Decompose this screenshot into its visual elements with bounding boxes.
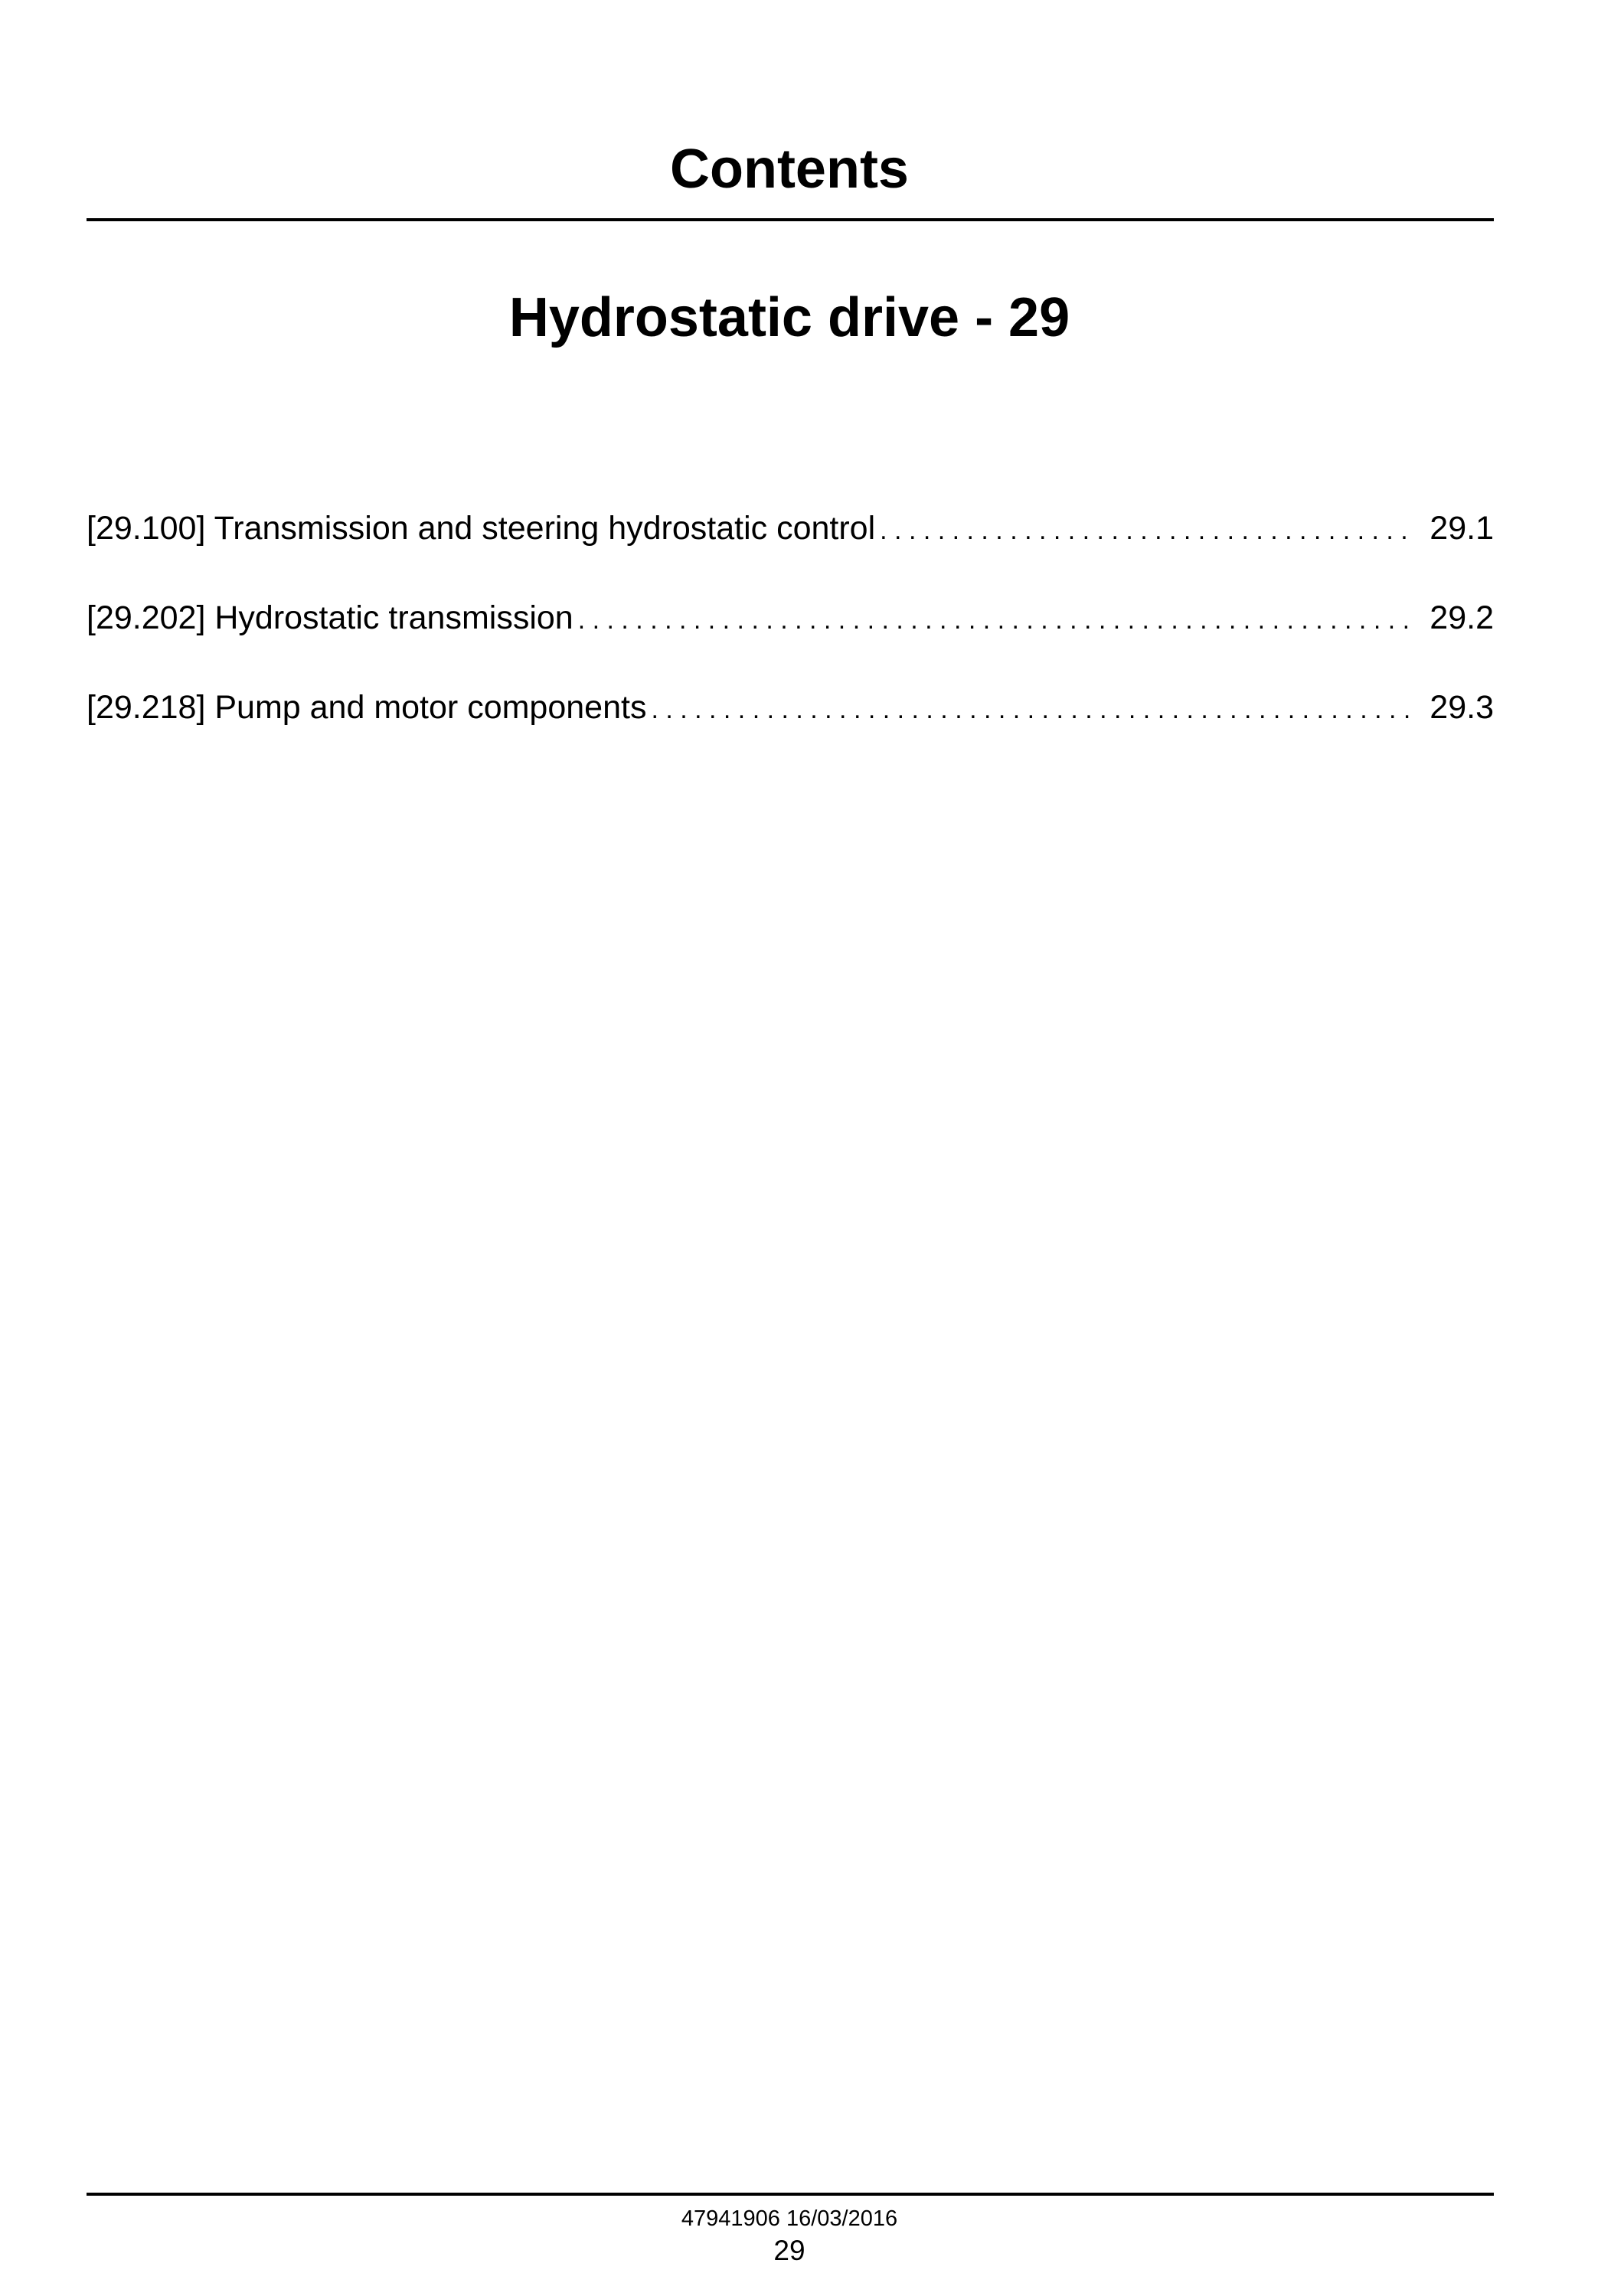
toc-entry[interactable] xyxy=(87,507,1494,596)
toc-dot-leader xyxy=(578,599,1417,642)
footer-divider xyxy=(87,2193,1494,2196)
footer-document-reference: 47941906 16/03/2016 xyxy=(681,2206,898,2231)
header-divider xyxy=(87,218,1494,221)
toc-dot-leader xyxy=(651,688,1416,731)
toc-entry[interactable] xyxy=(87,596,1494,686)
table-of-contents xyxy=(87,507,1494,776)
toc-entry-label[interactable]: [29.100] Transmission and steering hydrostatic control xyxy=(87,510,876,547)
toc-dot-leader xyxy=(880,509,1416,552)
footer-page-number: 29 xyxy=(773,2235,805,2266)
toc-entry-label[interactable]: [29.202] Hydrostatic transmission xyxy=(87,599,573,636)
page-title: Contents xyxy=(670,139,909,200)
section-title: Hydrostatic drive - 29 xyxy=(508,287,1070,348)
toc-entry-page[interactable]: 29.2 xyxy=(1430,599,1494,636)
toc-entry-label[interactable]: [29.218] Pump and motor components xyxy=(87,689,647,726)
toc-entry[interactable] xyxy=(87,686,1494,776)
toc-entry-page[interactable]: 29.3 xyxy=(1430,689,1494,726)
toc-entry-page[interactable]: 29.1 xyxy=(1430,510,1494,547)
